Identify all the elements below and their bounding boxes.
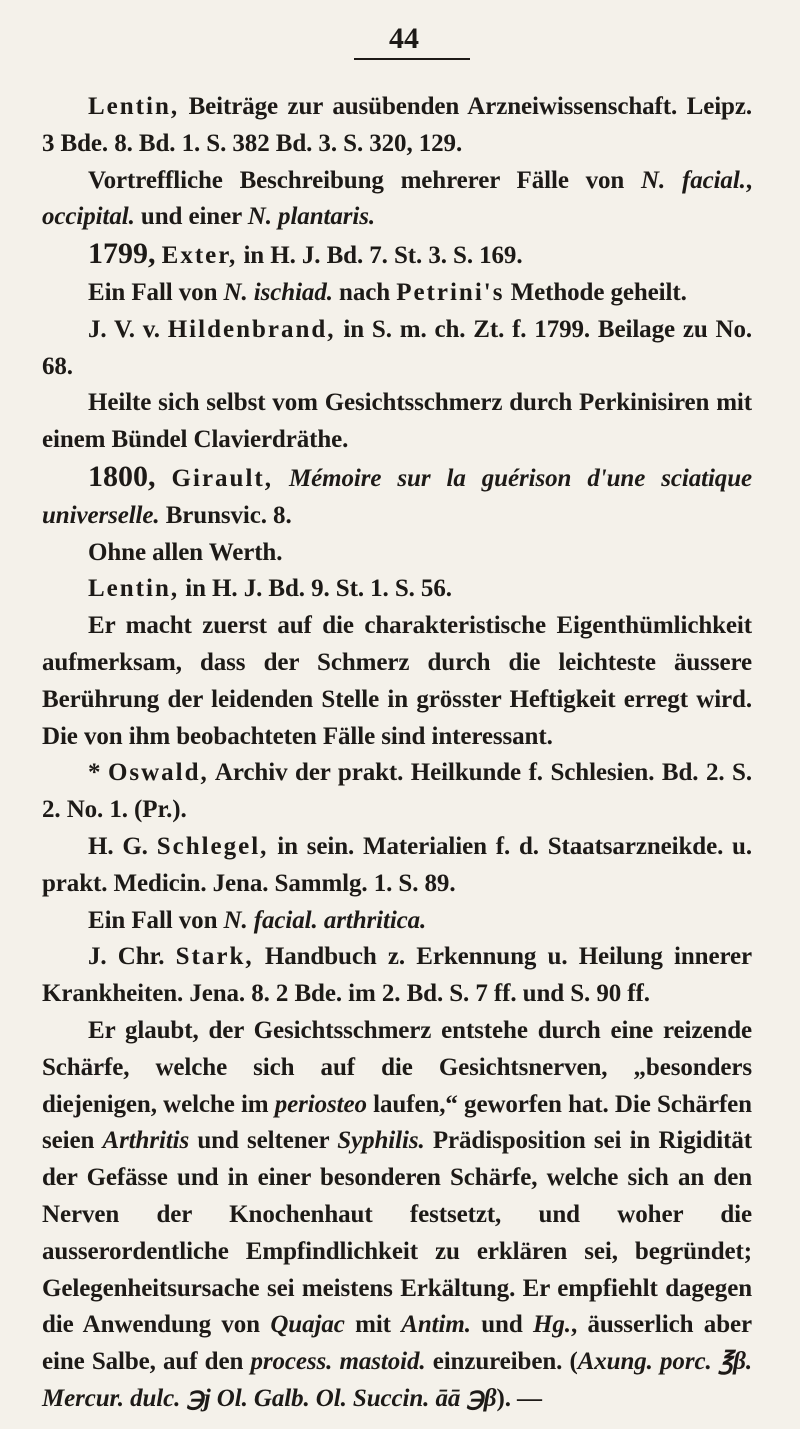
note-paragraph: Ohne allen Werth. — [88, 538, 283, 566]
citation-hildenbrand: J. V. v. Hildenbrand, in S. m. ch. Zt. f. 1799. Beilage zu No. 68. — [42, 315, 752, 380]
author-name: Lentin, — [88, 93, 180, 120]
book-title: Mémoire sur la guérison d'une sciatique universelle. — [42, 464, 752, 529]
author-name: Oswald, — [107, 759, 209, 787]
note-paragraph: Ein Fall von N. ischiad. nach Petrini's Methode geheilt. — [88, 278, 687, 306]
author-name: Girault, — [171, 464, 273, 492]
year-label: 1800, — [88, 459, 156, 493]
year-label: 1799, — [88, 237, 156, 271]
citation-oswald: * Oswald, Archiv der prakt. Heilkunde f. Schlesien. Bd. 2. S. 2. No. 1. (Pr.). — [42, 759, 752, 824]
note-paragraph: Heilte sich selbst vom Gesichtsschmerz durch Perkinisiren mit einem Bündel Clavierdräthe. — [42, 389, 752, 454]
author-name: Schlegel, — [156, 832, 269, 860]
citation-schlegel: H. G. Schlegel, in sein. Materialien f. d. Staatsarzneikde. u. prakt. Medicin. Jena. Sammlg. 1. S. 89. — [42, 832, 753, 897]
citation-lentin-hj: Lentin, in H. J. Bd. 9. St. 1. S. 56. — [88, 575, 452, 603]
header-rule — [354, 58, 470, 60]
note-paragraph-stark: Er glaubt, der Gesichtsschmerz entstehe durch eine reizende Schärfe, welche sich auf die Gesichtsnerven, „besonders diejenigen, welche im periosteo laufen,“ geworfen hat. Die Schärfen seien Arthritis und seltener Syphilis. Prädisposition sei in Rigidität der Gefässe und in einer besonderen Schärfe, welche sich an den Nerven der Knochenhaut festsetzt, und woher die ausserordentliche Empfindlichkeit zu erklären sei, begründet; Gelegenheitsursache sei meistens Erkältung. Er empfiehlt dagegen die Anwendung von Quajac mit Antim. und Hg., äusserlich aber eine Salbe, auf den process. mastoid. einzureiben. (Axung. porc. ℥β. Mercur. dulc. ℈j Ol. Galb. Ol. Succin. āā ℈β). — — [42, 1016, 752, 1412]
citation-lentin-beitraege: Lentin, Beiträge zur ausübenden Arzneiwissenschaft. Leipz. 3 Bde. 8. Bd. 1. S. 382 Bd. 3. S. 320, 129. — [42, 93, 752, 157]
citation-exter: 1799, Exter, in H. J. Bd. 7. St. 3. S. 169. — [88, 237, 523, 271]
author-name: Lentin, — [88, 575, 180, 603]
note-paragraph: Ein Fall von N. facial. arthritica. — [88, 906, 427, 934]
note-paragraph: Vortreffliche Beschreibung mehrerer Fälle von N. facial., occipital. und einer N. plantaris. — [42, 166, 752, 231]
prescription: Axung. porc. ℥β. Mercur. dulc. ℈j Ol. Galb. Ol. Succin. āā ℈β — [42, 1348, 752, 1412]
page-number: 44 — [389, 22, 419, 55]
author-name: Petrini's — [396, 278, 505, 306]
citation-girault: 1800, Girault, Mémoire sur la guérison d'une sciatique universelle. Brunsvic. 8. — [42, 459, 752, 529]
author-name: Exter, — [161, 242, 238, 270]
note-paragraph: Er macht zuerst auf die charakteristische Eigenthümlichkeit aufmerksam, dass der Schmerz durch die leichteste äussere Berührung der leidenden Stelle in grösster Heftigkeit erregt wird. Die von ihm beobachteten Fälle sind interessant. — [42, 612, 752, 750]
citation-stark: J. Chr. Stark, Handbuch z. Erkennung u. Heilung innerer Krankheiten. Jena. 8. 2 Bde. im 2. Bd. S. 7 ff. und S. 90 ff. — [42, 943, 752, 1008]
author-name: Stark, — [175, 943, 254, 971]
author-name: Hildenbrand, — [167, 315, 336, 343]
page-body — [42, 89, 752, 1418]
